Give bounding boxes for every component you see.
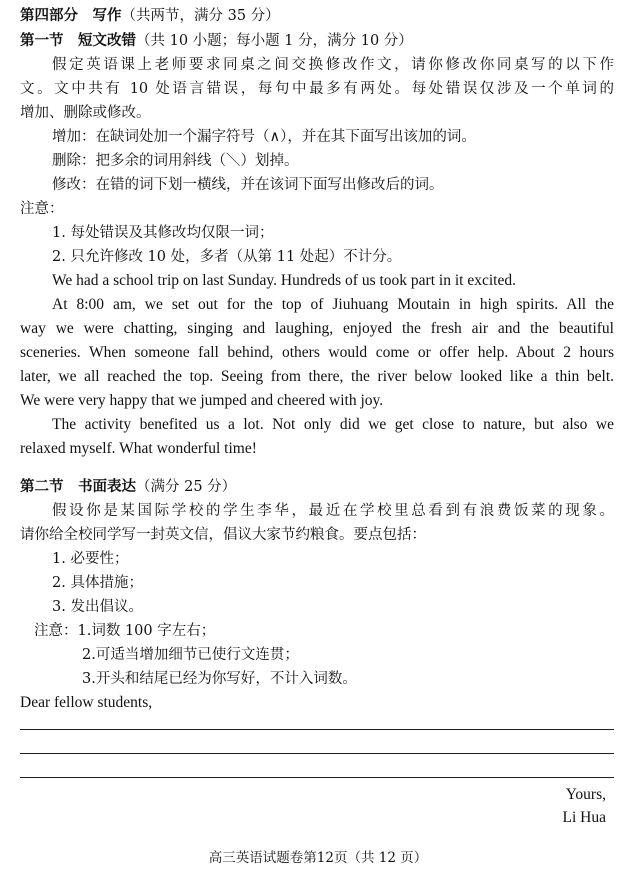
passage-line-7: The activity benefited us a lot. Not only did we get close to nature, but also we xyxy=(52,416,614,433)
rule-add: 增加：在缺词处加一个漏字符号（∧），并在其下面写出该加的词。 xyxy=(52,129,476,145)
part4-heading xyxy=(20,6,280,26)
passage-line-4: sceneries. When someone fall behind, others would come or offer help. About 2 hours xyxy=(20,344,614,361)
passage-line-2: At 8:00 am, we set out for the top of Jiuhuang Moutain in high spirits. All the xyxy=(52,296,614,313)
section2-heading xyxy=(20,477,236,497)
section2-title: 第二节 书面表达 xyxy=(20,478,136,495)
rule-modify: 修改：在错的词下划一横线，并在该词下面写出修改后的词。 xyxy=(52,177,444,193)
section2-note-row-1 xyxy=(34,621,215,641)
section1-note-1: 1. 每处错误及其修改均仅限一词； xyxy=(52,225,274,241)
part4-title: 第四部分 写作 xyxy=(20,7,122,24)
section1-note: （共 10 小题；每小题 1 分，满分 10 分） xyxy=(136,33,413,49)
passage-line-8: relaxed myself. What wonderful time! xyxy=(20,440,257,457)
salutation: Dear fellow students, xyxy=(20,694,153,711)
point-1: 1. 必要性； xyxy=(52,551,129,567)
page-footer: 高三英语试题卷第12页（共 12 页） xyxy=(208,850,428,866)
writing-line-3 xyxy=(20,777,614,778)
section2-notes-label: 注意： xyxy=(34,623,78,639)
instruction-line-1: 假定英语课上老师要求同桌之间交换修改作文，请你修改你同桌写的以下作 xyxy=(52,57,614,73)
passage-line-3: way we were chatting, singing and laughing, enjoyed the fresh air and the beautiful xyxy=(20,320,614,337)
passage-line-1: We had a school trip on last Sunday. Hundreds of us took part in it excited. xyxy=(52,272,516,289)
section2-note-2: 2.可适当增加细节已使行文连贯； xyxy=(82,647,299,663)
passage-line-5: later, we all reached the top. Seeing from there, the river below looked like a thin belt. xyxy=(20,368,614,385)
signature: Li Hua xyxy=(562,809,606,826)
writing-line-1 xyxy=(20,729,614,730)
section1-notes-label: 注意： xyxy=(20,201,64,217)
prompt-line-1: 假设你是某国际学校的学生李华，最近在学校里总看到有浪费饭菜的现象。 xyxy=(52,503,614,519)
instruction-line-3: 增加、删除或修改。 xyxy=(20,105,151,121)
instruction-line-2: 文。文中共有 10 处语言错误，每句中最多有两处。每处错误仅涉及一个单词的 xyxy=(20,81,614,97)
section2-note: （满分 25 分） xyxy=(136,479,237,495)
closing: Yours, xyxy=(565,786,606,803)
writing-line-2 xyxy=(20,753,614,754)
rule-delete: 删除：把多余的词用斜线（＼）划掉。 xyxy=(52,153,299,169)
section2-note-3: 3.开头和结尾已经为你写好，不计入词数。 xyxy=(82,671,357,687)
section1-heading xyxy=(20,31,413,51)
part4-note: （共两节，满分 35 分） xyxy=(121,8,280,24)
section1-note-2: 2. 只允许修改 10 处，多者（从第 11 处起）不计分。 xyxy=(52,249,402,265)
section1-title: 第一节 短文改错 xyxy=(20,32,136,49)
section2-note-1: 1.词数 100 字左右； xyxy=(77,623,216,639)
point-2: 2. 具体措施； xyxy=(52,575,143,591)
passage-line-6: We were very happy that we jumped and cheered with joy. xyxy=(20,392,384,409)
point-3: 3. 发出倡议。 xyxy=(52,599,143,615)
prompt-line-2: 请你给全校同学写一封英文信，倡议大家节约粮食。要点包括： xyxy=(20,527,426,543)
